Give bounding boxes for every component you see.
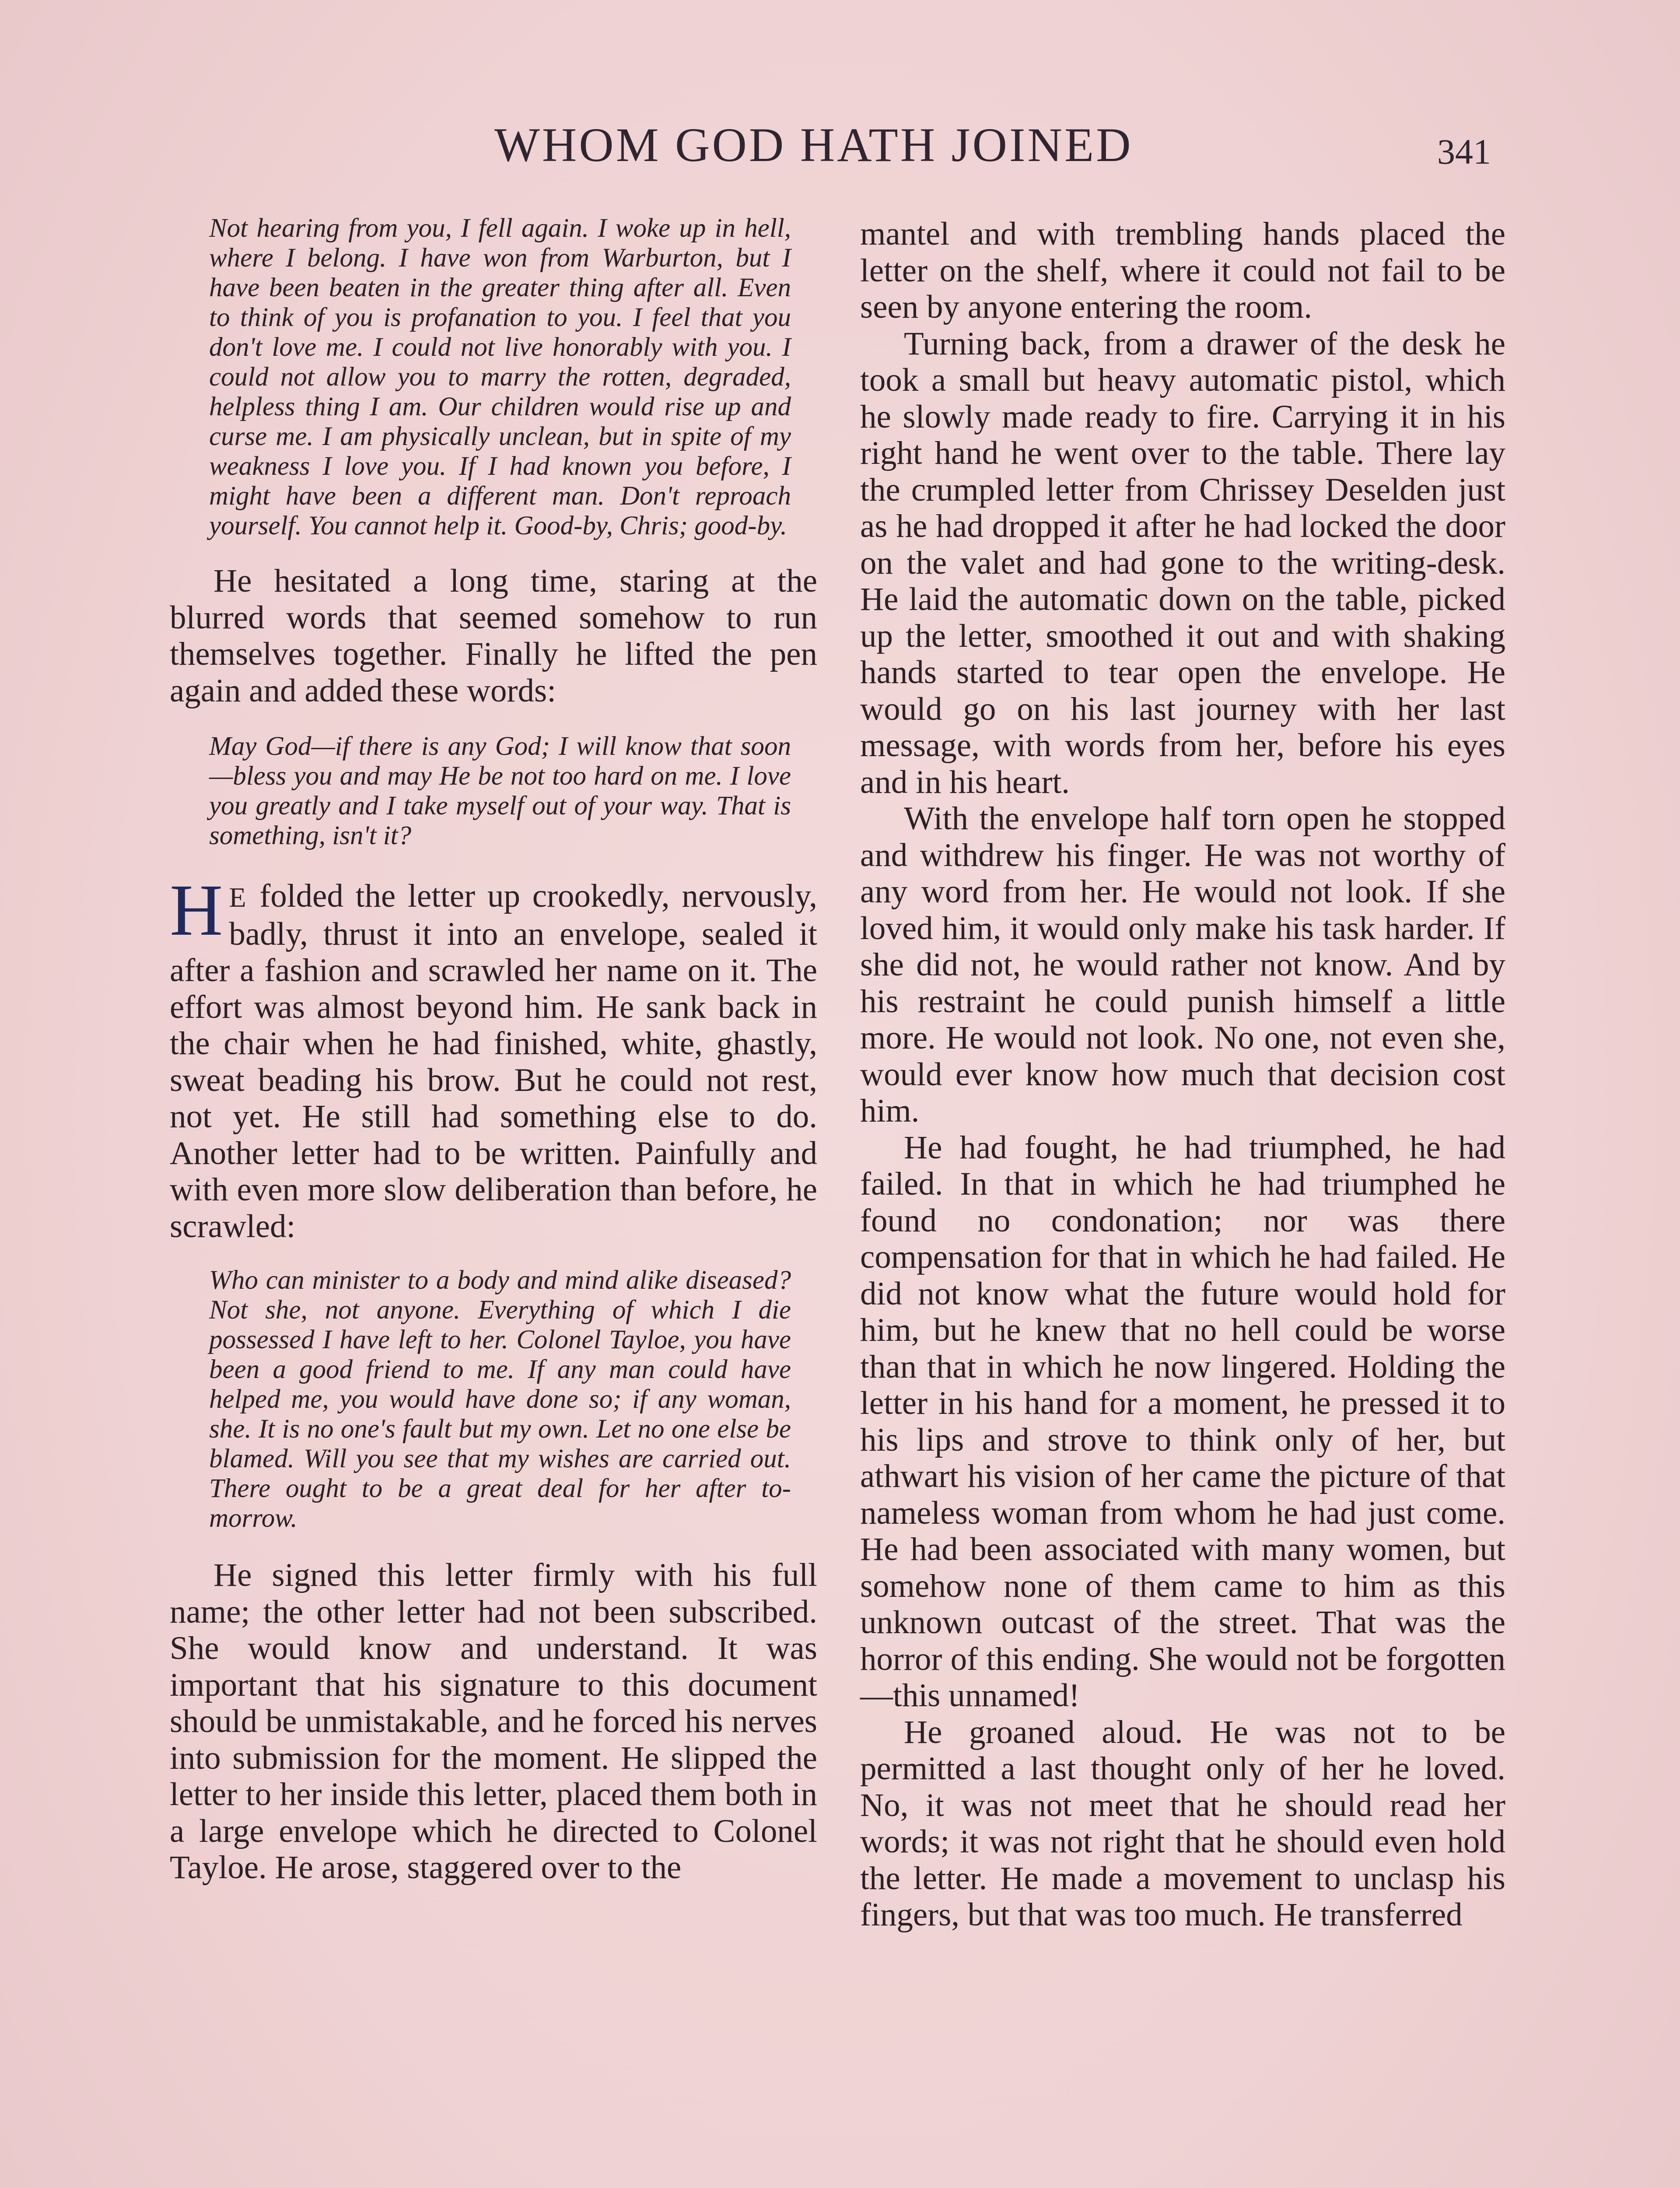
- letter-excerpt-2: [209, 732, 791, 851]
- drop-cap-rest: E: [229, 882, 248, 913]
- paragraph-turning: Turning back, from a drawer of the desk he took a small but heavy automatic pistol, which he slowly made ready to fire. Carrying it in his right hand he went over to the table. There lay the crumpled letter from Chrissey Deselden just as he had dropped it after he had locked the door on the valet and had gone to the writing-desk. He laid the automatic down on the table, picked up the letter, smoothed it out and with shaking hands started to tear open the envelope. He would go on his last journey with her last message, with words from her, before his eyes and in his heart.: [860, 325, 1505, 800]
- paragraph-envelope: With the envelope half torn open he stopped and withdrew his finger. He was not worthy of any word from her. He would not look. If she loved him, it would only make his task harder. If she did not, he would rather not know. And by his restraint he could punish himself a little more. He would not look. No one, not even she, would ever know how much that decision cost him.: [860, 800, 1505, 1129]
- letter-text: Who can minister to a body and mind alike diseased? Not she, not anyone. Everything of which I die possessed I have left to her. Colonel Tayloe, you have been a good friend to me. If any man could have helped me, you would have done so; if any woman, she. It is no one's fault but my own. Let no one else be blamed. Will you see that my wishes are carried out. There ought to be a great deal for her after to-morrow.: [209, 1266, 791, 1533]
- paragraph-folded: [170, 870, 818, 1245]
- letter-text: Not hearing from you, I fell again. I woke up in hell, where I belong. I have won from Warburton, but I have been beaten in the greater thing after all. Even to think of you is profanation to you. I feel that you don't love me. I could not live honorably with you. I could not allow you to marry the rotten, degraded, helpless thing I am. Our children would rise up and curse me. I am physically unclean, but in spite of my weakness I love you. If I had known you before, I might have been a different man. Don't reproach yourself. You cannot help it. Good-by, Chris; good-by.: [209, 214, 791, 540]
- paragraph-hesitated: He hesitated a long time, staring at the blurred words that seemed somehow to run themselves together. Finally he lifted the pen again and added these words:: [170, 563, 817, 709]
- letter-excerpt-3: [209, 1266, 791, 1533]
- paragraph-groaned: He groaned aloud. He was not to be permitted a last thought only of her he loved. No, it was not meet that he should read her words; it was not right that he should even hold the letter. He made a movement to unclasp his fingers, but that was too much. He transferred: [860, 1714, 1505, 1933]
- left-column: [170, 206, 817, 1886]
- paragraph-fought: He had fought, he had triumphed, he had failed. In that in which he had triumphed he found no condonation; nor was there compensation for that in which he had failed. He did not know what the future would hold for him, but he knew that no hell could be worse than that in which he now lingered. Holding the letter in his hand for a moment, he pressed it to his lips and strove to think only of her, but athwart his vision of her came the picture of that nameless woman from whom he had just come. He had been associated with many women, but somehow none of them came to him as this unknown outcast of the street. That was the horror of this ending. She would not be forgotten—this unnamed!: [860, 1129, 1505, 1714]
- paragraph-text: folded the letter up crookedly, nervously, badly, thrust it into an envelope, sealed it after a fashion and scrawled her name on it. The effort was almost beyond him. He sank back in the chair when he had finished, white, ghastly, sweat beading his brow. But he could not rest, not yet. He still had something else to do. Another letter had to be written. Painfully and with even more slow deliberation than before, he scrawled:: [170, 878, 818, 1245]
- running-title: WHOM GOD HATH JOINED: [494, 118, 1133, 172]
- right-column: [860, 216, 1505, 1933]
- paragraph-mantel: mantel and with trembling hands placed the letter on the shelf, where it could not fail to be seen by anyone entering the room.: [860, 216, 1505, 325]
- paragraph-signed: He signed this letter firmly with his full name; the other letter had not been subscribed. She would know and understand. It was important that his signature to this document should be unmistakable, and he forced his nerves into submission for the moment. He slipped the letter to her inside this letter, placed them both in a large envelope which he directed to Colonel Tayloe. He arose, staggered over to the: [170, 1557, 817, 1886]
- drop-cap: H: [170, 870, 223, 951]
- letter-text: May God—if there is any God; I will know that soon—bless you and may He be not too hard on me. I love you greatly and I take myself out of your way. That is something, isn't it?: [209, 732, 791, 850]
- letter-excerpt-1: [209, 214, 791, 541]
- page-number: 341: [1437, 132, 1491, 172]
